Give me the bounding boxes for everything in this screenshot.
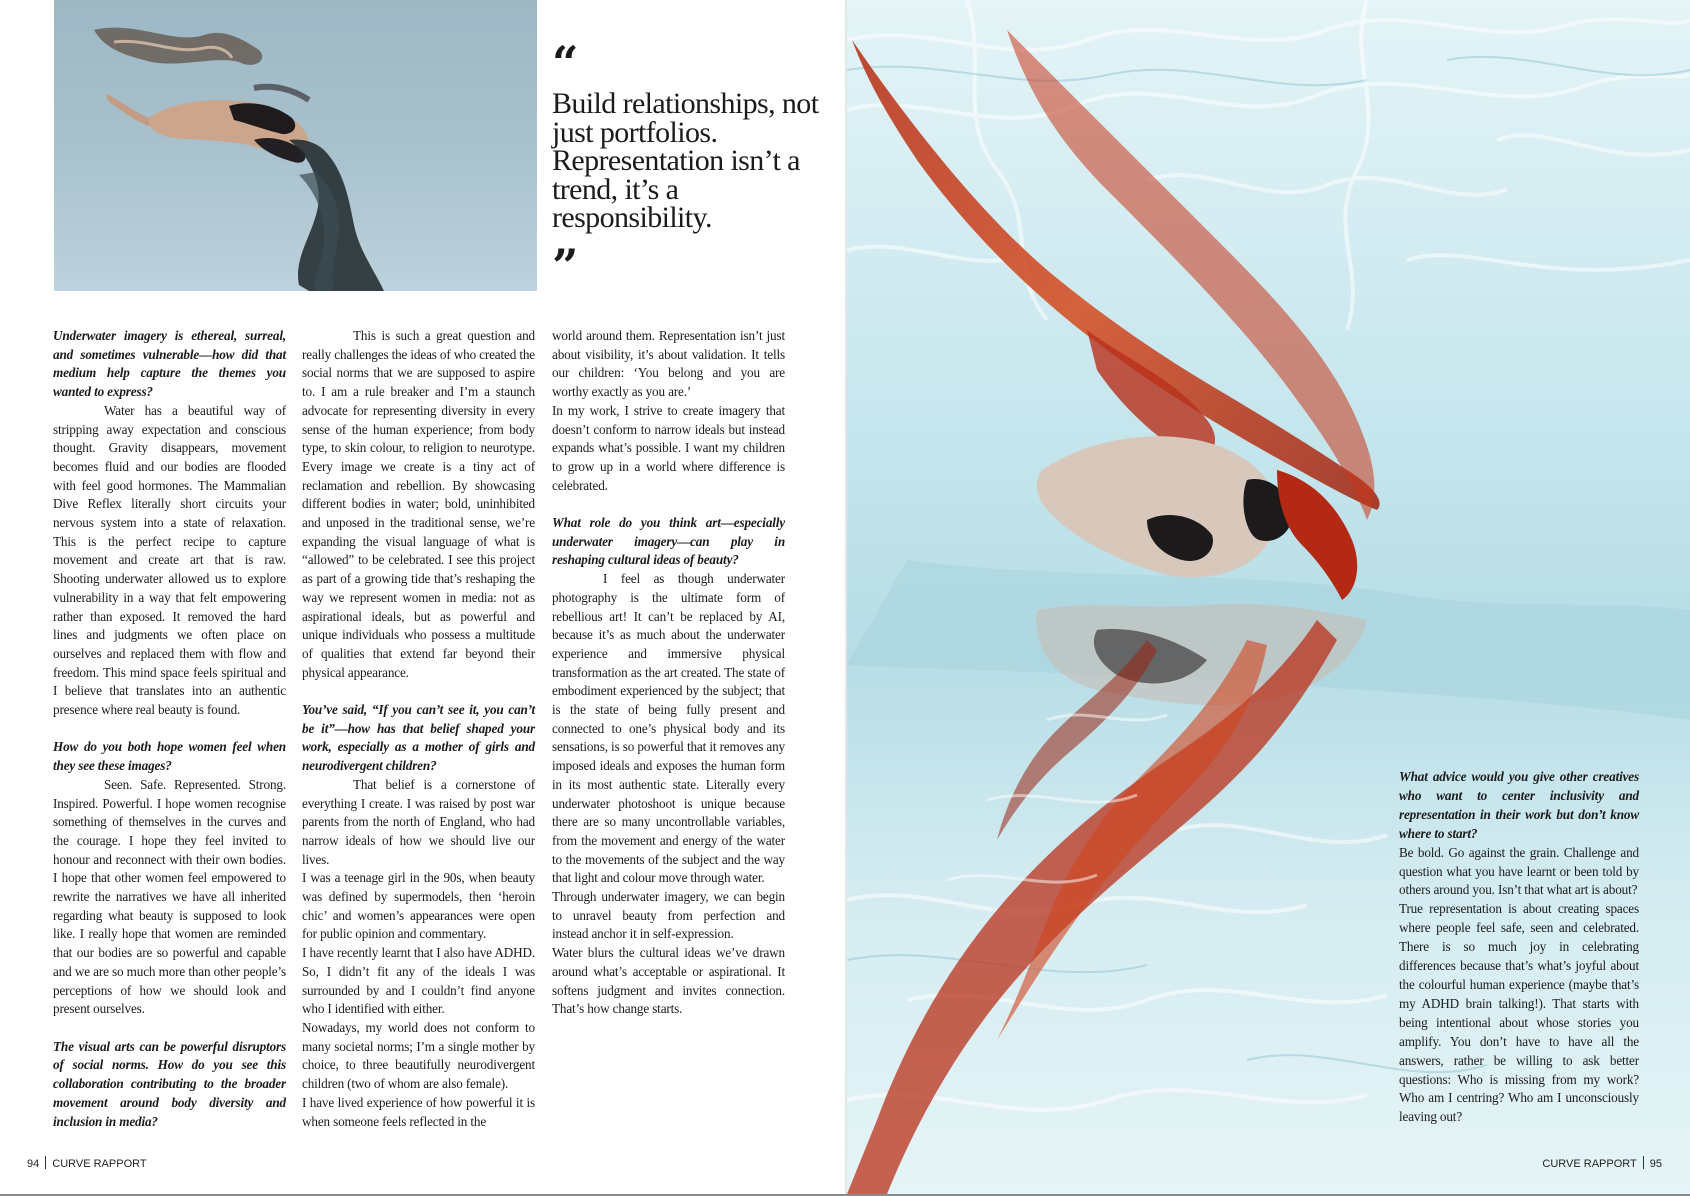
right-folio (1542, 1156, 1662, 1170)
interview-question: The visual arts can be powerful disruptors of social norms. How do you see this collaboration contributing to the broader movement around body diversity and inclusion in media? (53, 1038, 286, 1129)
underwater-swimmer-image (54, 0, 537, 291)
quote-open-icon: “ (552, 36, 579, 90)
body-paragraph: True representation is about creating spaces where people feel safe, seen and celebrated. There is so much joy in celebrating differences because that’s what’s joyful about the colourful human experience (maybe that’s my ADHD brain talking!). That starts with being intentional about whose stories you amplify. You don’t have to have all the answers, rather be willing to ask better questions: Who is missing from my work? Who am I centring? Who am I unconsciously leaving out? (1399, 901, 1639, 1125)
folio-divider (45, 1156, 46, 1169)
pull-quote (552, 36, 832, 293)
body-paragraph: Be bold. Go against the grain. Challenge and question what you have learnt or been told by others around you. Isn’t that what art is about? (1399, 844, 1639, 898)
magazine-title: CURVE RAPPORT (1542, 1158, 1637, 1170)
magazine-title: CURVE RAPPORT (52, 1158, 147, 1170)
article-column-2 (302, 327, 535, 1131)
interview-answer: I feel as though underwater photography is the ultimate form of rebellious art! It can’t be replaced by AI, because it’s as much about the underwater experience and immersive physical transformation as the art created. The state of embodiment experienced by the subject; that is the state of being fully present and connected to one’s physical body and its sensations, is so powerful that it removes any imposed ideals and exposes the human form in its most authentic state. Literally every underwater photoshoot is unique because there are so many uncontrollable variables, from the movement and energy of the water to the movements of the subject and the way that light and colour move through water. (552, 571, 785, 886)
interview-question: What role do you think art—especially underwater imagery—can play in reshaping cultural ideas of beauty? (552, 515, 785, 568)
interview-answer: This is such a great question and really challenges the ideas of who created the social norms that we are supposed to aspire to. I am a rule breaker and I’m a staunch advocate for representing diversity in every sense of the human experience; from body type, to skin colour, to religion to neurotype. Every image we create is a tiny act of reclamation and rebellion. By showcasing different bodies in water; bold, uninhibited and unposed in the traditional sense, we’re expanding the visual language of what is “allowed” to be celebrated. I see this project as part of a growing tide that’s reshaping the way we represent women in media: not as aspirational ideals, but as powerful and unique individuals who possess a multitude of qualities that extend far beyond their physical appearance. (302, 328, 535, 680)
body-paragraph: world around them. Representation isn’t just about visibility, it’s about validation. It tells our children: ‘You belong and you are worthy exactly as you are.’ (552, 328, 785, 400)
body-paragraph: Through underwater imagery, we can begin to unravel beauty from perfection and instead anchor it in self-expression. (552, 889, 785, 942)
interview-answer: Seen. Safe. Represented. Strong. Inspired. Powerful. I hope women recognise something of themselves in the curves and the courage. I hope they feel invited to honour and reconnect with their own bodies. I hope that other women feel empowered to rewrite the narratives we have all inherited regarding what beauty is supposed to look like. I really hope that women are reminded that our bodies are so powerful and capable and we are so much more than other people’s perceptions of how we should look and present ourselves. (53, 776, 286, 1017)
article-column-right (1399, 768, 1639, 1127)
body-paragraph: In my work, I strive to create imagery that doesn’t conform to narrow ideals but instead expands what’s possible. I want my children to grow up in a world where difference is celebrated. (552, 402, 785, 493)
interview-question: How do you both hope women feel when they see these images? (53, 739, 286, 774)
right-page (847, 0, 1690, 1194)
folio-divider (1643, 1156, 1644, 1169)
interview-question: Underwater imagery is ethereal, surreal, and sometimes vulnerable—how did that medium help capture the themes you wanted to express? (53, 328, 286, 400)
body-paragraph: I have recently learnt that I also have ADHD. So, I didn’t fit any of the ideals I was surrounded by and I couldn’t find anyone who I identified with either. (302, 945, 535, 1017)
body-paragraph: I was a teenage girl in the 90s, when beauty was defined by supermodels, then ‘heroin chic’ and women’s appearances were open for public opinion and commentary. (302, 870, 535, 942)
article-column-1 (53, 327, 286, 1131)
body-paragraph: Nowadays, my world does not conform to many societal norms; I’m a single mother by choice, to three beautifully neurodivergent children (two of whom are also female). (302, 1020, 535, 1092)
interview-question: What advice would you give other creatives who want to center inclusivity and representation in their work but don’t know where to start? (1399, 769, 1639, 841)
left-folio (27, 1156, 147, 1170)
page-number: 95 (1649, 1158, 1662, 1170)
interview-answer: That belief is a cornerstone of everything I create. I was raised by post war parents from the north of England, who had narrow ideals of how we should live our lives. (302, 776, 535, 867)
quote-close-icon: ” (552, 238, 579, 293)
body-paragraph: Water blurs the cultural ideas we’ve drawn around what’s acceptable or aspirational. It softens judgment and invites connection. That’s how change starts. (552, 945, 785, 1017)
page-number: 94 (27, 1158, 40, 1170)
body-paragraph: I have lived experience of how powerful it is when someone feels reflected in the (302, 1094, 535, 1129)
interview-answer: Water has a beautiful way of stripping away expectation and conscious thought. Gravity disappears, movement becomes fluid and our bodies are flooded with feel good hormones. The Mammalian Dive Reflex literally short circuits your nervous system into a state of relaxation. This is the perfect recipe to capture movement and create art that is raw. Shooting underwater allowed us to explore vulnerability in a way that felt empowering rather than exposed. It removed the hard lines and judgments we often place on ourselves and replaced them with flow and freedom. This mind space feels spiritual and I believe that translates into an authentic presence where real beauty is found. (53, 402, 286, 718)
pull-quote-text: Build relationships, not just portfolios. Representation isn’t a trend, it’s a responsibility. (552, 87, 819, 234)
article-column-3 (552, 327, 785, 1019)
interview-question: You’ve said, “If you can’t see it, you can’t be it”—how has that belief shaped your work, especially as a mother of girls and neurodivergent children? (302, 702, 535, 774)
top-left-photo (54, 0, 537, 291)
